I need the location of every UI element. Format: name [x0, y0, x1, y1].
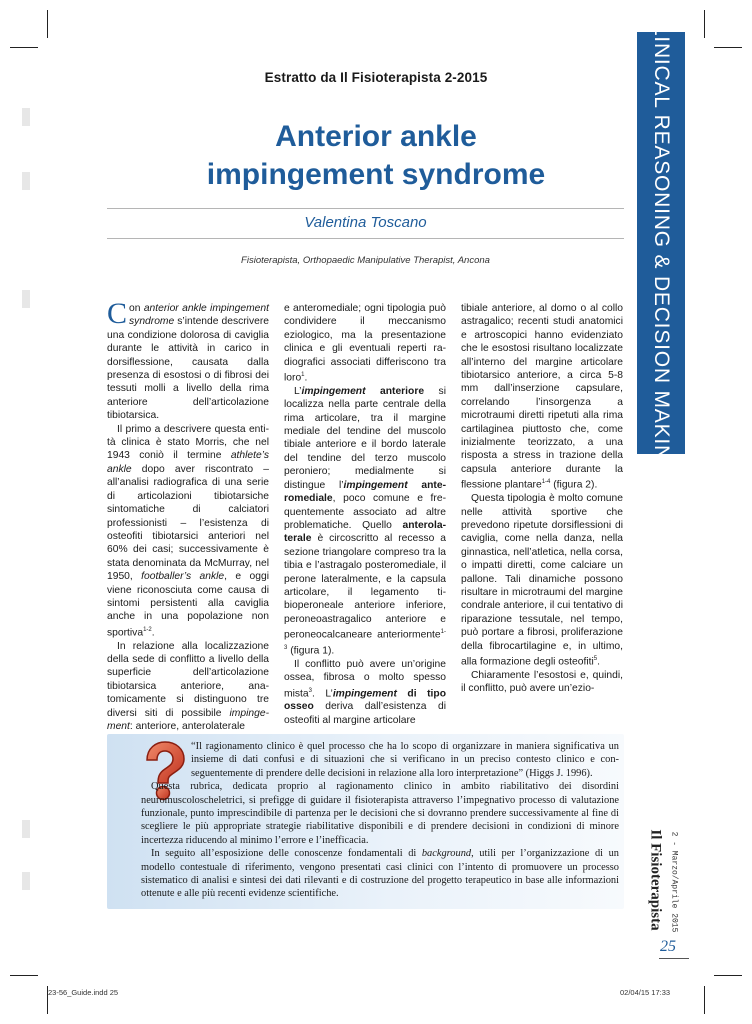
paragraph: e anteromediale; ogni tipologia può condividere il meccanismo eziologico, ma la presentazione clinica e gli eventuali reperti radiografici associati differiscono tra loro$^1$. [284, 303, 446, 384]
paragraph: Chiaramente l’esostosi e, quindi, il conflitto, può avere un’ezio- [461, 669, 623, 695]
paragraph: L’impingement anteriore si localizza nella parte centrale della rima articolare, tra il margine mediale del tendine del muscolo tibiale anteriore e il bordo laterale del tendine del terzo muscolo peroniero; medialmente si distingue l’impingement anteromediale, poco comune e frequentemente associato ad altre problematiche. Quello anterolaterale è circoscritto al recesso a sezione triangolare compreso tra la tibia e l’astragalo posteromediale, il perone lateralmente, e la capsula articolare, il legamento tibioperoneale anteriore inferiore, peroneoastragalico anteriore e peroneocalcaneare anteriormente$^{1-3}$ (figura 1). [284, 385, 446, 657]
journal-folio [641, 830, 681, 940]
paragraph: Questa tipologia è molto comune nelle attività sportive che prevedono ripetute dorsiflessioni di caviglia, come nella danza, nella ginnastica, nell’atletica, nella corsa, o impatti diretti, come calciare un pallone. Tali dinamiche possono risultare in microtraumi del margine condrale anteriore, il cui tentativo di riparazione tessutale, nel tempo, può portare a fibrosi, proliferazione della fibrocartilagine e, in ultimo, alla formazione degli osteofiti$^5$. [461, 493, 623, 668]
box-paragraph: In seguito all’esposizione delle conoscenze fondamentali di background, utili per l’organizzazione di un modello contestuale di riferimento, vengono presentati casi clinici con l’intento di promuovere un processo sistematico di analisi e sintesi dei dati rilevanti e di costruzione del progetto terapeutico in base alle informazioni ottenute e alle più recenti evidenze scientifiche. [141, 848, 619, 900]
title-line-2: impingement syndrome [206, 158, 546, 191]
crop-mark [714, 975, 742, 976]
title-rule-bottom [107, 238, 624, 239]
section-sidebar [637, 7, 685, 479]
page-number: 25 [660, 938, 676, 955]
paragraph: Con anterior ankle impingement syndrome s’intende descrivere una condizione dolorosa di caviglia durante le attività in carico in dorsiflessione, causata dalla presenza di esostosi o di fibrosi dei tessuti molli a livello della rima anteriore dell’articolazione tibiotarsica. [107, 297, 269, 422]
article-title [110, 118, 642, 194]
paragraph: In relazione alla localizzazione della sede di conflitto a livello della superficie dell’articolazione tibiotarsica anteriore, anatomicamente si distinguono tre diversi siti di possibile impingement: anteriore, anterolaterale [107, 640, 269, 733]
title-rule-top [107, 208, 624, 209]
crop-mark [47, 10, 48, 38]
paragraph: tibiale anteriore, al domo o al collo astragalico; recenti studi anatomici e artroscopici hanno evidenziato che le esostosi risultano localizzate all’interno del margine articolare tibiotarsico anteriore, a circa 5-8 mm dall’inserzione capsulare, correlando l’insorgenza a microtraumi diretti ripetuti alla rima cartilaginea piuttosto che, come inizialmente teorizzato, a una risposta a stress in trazione della capsula anteriore durante la flessione plantare$^{1-4}$ (figura 2). [461, 303, 623, 491]
title-line-1: Anterior ankle [275, 120, 477, 153]
crop-mark [10, 47, 38, 48]
color-bar-mark [22, 872, 30, 890]
clinical-reasoning-box [107, 734, 624, 909]
box-text [141, 740, 619, 901]
journal-issue: 2 - Marzo/Aprile 2015 [669, 831, 679, 933]
article-column-2 [284, 302, 446, 727]
journal-name: Il Fisioterapista [647, 829, 664, 931]
crop-mark [714, 47, 742, 48]
slug-file: 23-56_Guide.indd 25 [48, 988, 119, 997]
section-label: CLINICAL REASONING & DECISION MAKING [650, 7, 673, 479]
box-quote: “Il ragionamento clinico è quel processo che ha lo scopo di organizzare in maniera significativa un insieme di dati confusi e di situazioni che si verificano in un preciso contesto clinico e conseguentemente di prendere delle decisioni in relazione alla loro interpretazione” (Higgs J. 1996). [191, 741, 619, 779]
drop-cap: C [107, 297, 128, 330]
paragraph: Il primo a descrivere questa entità clinica è stato Morris, che nel 1943 coniò il termine athlete’s ankle dopo aver riscontrato – all’analisi radiografica di una serie di articolazioni tibiotarsiche sintomatiche di calciatori professionisti – l’esistenza di osteofiti tibiotarsici anteriori nel 60% dei casi; successivamente è stata denominata da McMurray, nel 1950, footballer’s ankle, e oggi viene riconosciuta come causa di sintomi persistenti alla caviglia anche in una popolazione non sportiva$^{1-2}$. [107, 423, 269, 639]
box-paragraph: Questa rubrica, dedicata proprio al ragionamento clinico in ambito riabilitativo dei disordini neuromuscoloscheletrici, si prefigge di guidare il fisioterapista attraverso l’impegnativo processo di valutazione funzionale, punto imprescindibile di partenza per le decisioni che si dovranno prendere successivamente al fine di scegliere le più appropriate strategie riabilitative disponibili e di prendere decisioni in condizioni di minore incertezza riducendo al minimo l’errore e l’inefficacia. [141, 781, 619, 846]
color-bar-mark [22, 172, 30, 190]
article-column-3 [461, 302, 623, 696]
color-bar-mark [22, 290, 30, 308]
paragraph: Il conflitto può avere un’origine ossea, fibrosa o molto spesso mista$^3$. L’impingement di tipo osseo deriva dall’esistenza di osteofiti al margine articolare [284, 658, 446, 726]
author-name: Valentina Toscano [304, 214, 427, 231]
crop-mark [704, 986, 705, 1014]
color-bar-mark [22, 108, 30, 126]
crop-mark [704, 10, 705, 38]
extract-kicker: Estratto da Il Fisioterapista 2-2015 [264, 70, 488, 85]
color-bar-mark [22, 820, 30, 838]
author-affiliation: Fisioterapista, Orthopaedic Manipulative Therapist, Ancona [241, 255, 490, 266]
page-number-rule [659, 958, 689, 959]
slug-date: 02/04/15 17:33 [620, 988, 671, 997]
article-column-1 [107, 297, 269, 733]
crop-mark [10, 975, 38, 976]
